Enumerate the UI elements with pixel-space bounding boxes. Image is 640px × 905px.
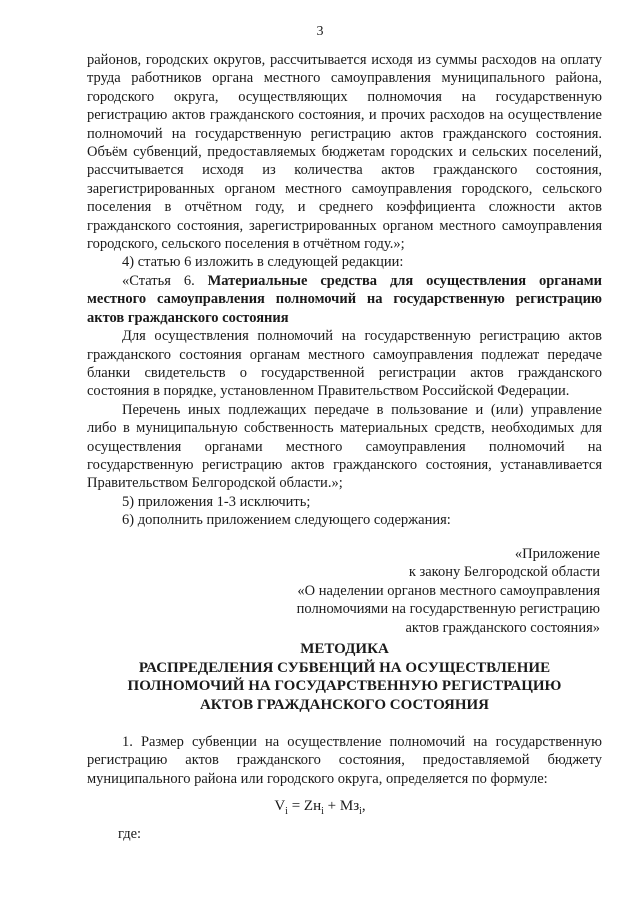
appendix-line-4: полномочиями на государственную регистрацию — [296, 601, 600, 618]
subvention-formula — [0, 798, 640, 817]
formula-z-term: = Zн — [287, 798, 322, 814]
page-number: 3 — [316, 24, 324, 39]
formula-z-sub: i — [321, 806, 324, 817]
appendix-line-3: «О наделении органов местного самоуправления — [297, 582, 600, 599]
paragraph-article-6-part-1: Для осуществления полномочий на государственную регистрацию актов гражданского состояния органам местного самоуправления подлежат передаче бланки свидетельств о государственной регистрации актов гражданского состояния в порядке, установленном Правительством Российской Федерации. — [87, 328, 602, 400]
paragraph-amendment-5: 5) приложения 1-3 исключить; — [122, 493, 311, 510]
appendix-line-1: «Приложение — [514, 546, 600, 562]
appendix-line-5: актов гражданского состояния» — [405, 619, 600, 636]
body-text — [87, 51, 602, 530]
title-line-1: МЕТОДИКА — [300, 641, 389, 657]
formula-lhs: V — [274, 798, 286, 814]
title-line-2: РАСПРЕДЕЛЕНИЯ СУБВЕНЦИЙ НА ОСУЩЕСТВЛЕНИЕ — [138, 659, 551, 676]
section-1-text: 1. Размер субвенции на осуществление полномочий на государственную регистрацию актов гражданского состояния, предоставляемой бюджету муниципального района или городского округа, определяется по формуле: — [87, 734, 602, 787]
paragraph-article-6-heading — [87, 272, 602, 327]
appendix-header — [250, 545, 600, 637]
appendix-line-2: к закону Белгородской области — [408, 564, 600, 581]
methodology-title — [87, 640, 602, 714]
where-label: где: — [118, 826, 142, 842]
paragraph-1: районов, городских округов, рассчитывается исходя из суммы расходов на оплату труда работников органа местного самоуправления муниципального района, городского округа, осуществляющих полномочия на государственную регистрацию актов гражданского состояния, и прочих расходов на осуществление полномочий на государственную регистрацию актов гражданского состояния. Объём субвенций, предоставляемых бюджетам городских и сельских поселений, рассчитывается исходя из количества актов гражданского состояния, зарегистрированных органом местного самоуправления городского, сельского поселения в отчётном году, и среднего коэффициента сложности актов гражданского состояния, зарегистрированных органом местного самоуправления городского, сельского поселения в отчётном году.»; — [87, 52, 602, 253]
formula-m-term: + Мз — [323, 798, 360, 814]
paragraph-article-6-part-2: Перечень иных подлежащих передаче в пользование и (или) управление либо в муниципальную собственность материальных средств, необходимых для осуществления органами местного самоуправления полномочий на государственную регистрацию актов гражданского состояния, устанавливается Правительством Белгородской области.»; — [87, 401, 602, 492]
article-6-title: Материальные средства для осуществления органами местного самоуправления полномочий на государственную регистрацию актов гражданского состояния — [87, 272, 602, 326]
paragraph-amendment-6: 6) дополнить приложением следующего содержания: — [122, 512, 451, 529]
article-6-lead: «Статья 6. — [122, 272, 208, 289]
title-line-3: ПОЛНОМОЧИЙ НА ГОСУДАРСТВЕННУЮ РЕГИСТРАЦИЮ — [127, 678, 562, 694]
formula-m-sub: i — [359, 806, 362, 817]
paragraph-amendment-4: 4) статью 6 изложить в следующей редакции: — [122, 254, 404, 271]
section-1 — [87, 733, 602, 788]
formula-tail: , — [361, 798, 366, 814]
formula-lhs-sub: i — [285, 806, 288, 817]
title-line-4: АКТОВ ГРАЖДАНСКОГО СОСТОЯНИЯ — [199, 696, 490, 713]
